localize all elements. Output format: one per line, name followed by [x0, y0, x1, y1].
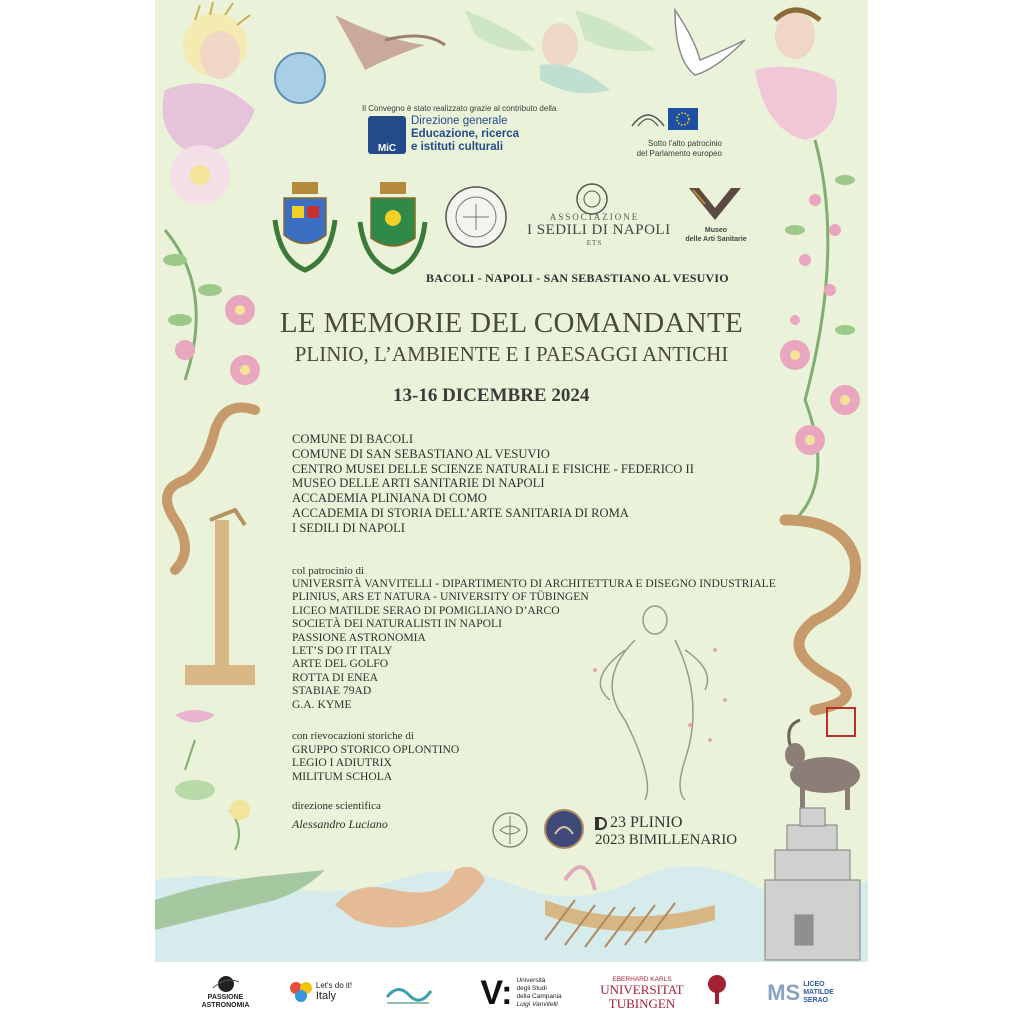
- scientific-label: direzione scientifica: [292, 800, 381, 812]
- tower-illustration: [765, 808, 860, 960]
- plinio-circle-emblem: [490, 810, 530, 850]
- astronomy-icon: [211, 974, 241, 994]
- golfo-wave-icon: [383, 977, 433, 1007]
- tubingen-tree-icon: [704, 972, 730, 1008]
- scientific-director: Alessandro Luciano: [292, 817, 388, 831]
- reenactor-item: GRUPPO STORICO OPLONTINO: [292, 743, 460, 756]
- seagull-illustration: [675, 10, 745, 75]
- mic-logo: MiC: [368, 116, 406, 154]
- candelabrum-illustration: [185, 510, 255, 685]
- passione-astronomia-logo: PASSIONE ASTRONOMIA: [188, 968, 263, 1016]
- ms-monogram-icon: MS: [767, 980, 801, 1005]
- organizer-item: MUSEO DELLE ARTI SANITARIE DI NAPOLI: [292, 476, 545, 491]
- patron-item: PLINIUS, ARS ET NATURA - UNIVERSITY OF TÜBINGEN: [292, 590, 589, 604]
- san-sebastiano-coat-of-arms: [355, 180, 430, 278]
- patrons-list: [292, 577, 776, 711]
- museo-text: Museo delle Arti Sanitarie: [685, 227, 747, 243]
- plinio-medallion-emblem: [543, 808, 585, 850]
- sedili-emblem: [575, 182, 609, 216]
- patron-item: STABIAE 79AD: [292, 684, 372, 698]
- reenactor-item: LEGIO I ADIUTRIX: [292, 756, 392, 770]
- bird-illustration: [335, 15, 445, 70]
- poster: [155, 0, 868, 962]
- patron-item: ROTTA DI ENEA: [292, 670, 379, 684]
- left-flower-vine-illustration: [163, 230, 260, 385]
- goddess-illustration: [755, 10, 837, 140]
- patron-item: LICEO MATILDE SERAO DI POMIGLIANO D’ARCO: [292, 603, 560, 617]
- right-snake-illustration: [785, 520, 856, 710]
- event-date: 13-16 DICEMBRE 2024: [393, 385, 590, 406]
- tubingen-logo: EBERHARD KARLS UNIVERSITAT TUBINGEN: [600, 975, 684, 1011]
- patron-item: LET’S DO IT ITALY: [292, 644, 393, 658]
- organizer-item: COMUNE DI BACOLI: [292, 432, 414, 446]
- reenactment-label: con rievocazioni storiche di: [292, 730, 414, 742]
- museo-arti-sanitarie-logo: [687, 184, 743, 224]
- reenactor-item: MILITUM SCHOLA: [292, 769, 393, 783]
- main-title: LE MEMORIE DEL COMANDANTE: [279, 307, 744, 339]
- bottom-left-flower-illustration: [175, 710, 250, 850]
- right-flower-vine-illustration: [780, 140, 860, 520]
- patron-item: PASSIONE ASTRONOMIA: [292, 630, 426, 644]
- organizer-item: COMUNE DI SAN SEBASTIANO AL VESUVIO: [292, 446, 550, 461]
- patron-item: G.A. KYME: [292, 697, 352, 711]
- letsdoit-icon: [288, 980, 314, 1002]
- eu-patronage-text: Sotto l'alto patrocinio del Parlamento europeo: [636, 139, 722, 158]
- organizers-list: [292, 432, 694, 536]
- patron-item: ARTE DEL GOLFO: [292, 657, 389, 671]
- arte-del-golfo-logo: [378, 972, 438, 1012]
- convegno-note: Il Convegno è stato realizzato grazie al contributo della: [362, 104, 557, 113]
- sponsor-footer: [0, 962, 1024, 1024]
- locations-line: BACOLI - NAPOLI - SAN SEBASTIANO AL VESUVIO: [426, 271, 729, 285]
- patron-item: SOCIETÀ DEI NATURALISTI IN NAPOLI: [292, 617, 502, 631]
- patronage-label: col patrocinio di: [292, 565, 365, 577]
- patron-item: UNIVERSITÀ VANVITELLI - DIPARTIMENTO DI ARCHITETTURA E DISEGNO INDUSTRIALE: [292, 577, 776, 590]
- organizer-item: I SEDILI DI NAPOLI: [292, 520, 405, 535]
- sedili-text: ASSOCIAZIONE I SEDILI DI NAPOLI ETS: [527, 212, 671, 247]
- centro-musei-seal: [443, 184, 509, 250]
- subtitle: PLINIO, L’AMBIENTE E I PAESAGGI ANTICHI: [294, 342, 729, 366]
- vanvitelli-logo: V: Università degli Studi della Campania Luigi Vanvitelli: [480, 973, 562, 1012]
- mic-text: Direzione generale Educazione, ricerca e istituti culturali: [411, 115, 520, 153]
- reenactors-list: [292, 743, 459, 783]
- liceo-serao-logo: MS LICEO MATILDE SERAO: [767, 980, 834, 1005]
- european-parliament-logo: [630, 102, 700, 138]
- organizer-item: CENTRO MUSEI DELLE SCIENZE NATURALI E FISICHE - FEDERICO II: [292, 461, 694, 476]
- angel-illustration: [465, 10, 655, 93]
- left-snake-illustration: [167, 408, 255, 571]
- vanvitelli-v-icon: V:: [480, 973, 513, 1012]
- red-seal-stamp: [827, 708, 855, 736]
- organizer-item: ACCADEMIA PLINIANA DI COMO: [292, 491, 487, 506]
- muse-with-globe-illustration: [163, 2, 326, 205]
- organizer-item: ACCADEMIA DI STORIA DELL’ARTE SANITARIA DI ROMA: [292, 505, 629, 520]
- letsdoit-italy-logo: Let's do it! Italy: [285, 966, 355, 1016]
- plinio-bimillenario: 23 PLINIO 2023 BIMILLENARIO: [595, 814, 738, 848]
- goat-illustration: [785, 720, 860, 810]
- bacoli-coat-of-arms: [270, 180, 340, 278]
- plinio-mark-icon: [595, 817, 607, 830]
